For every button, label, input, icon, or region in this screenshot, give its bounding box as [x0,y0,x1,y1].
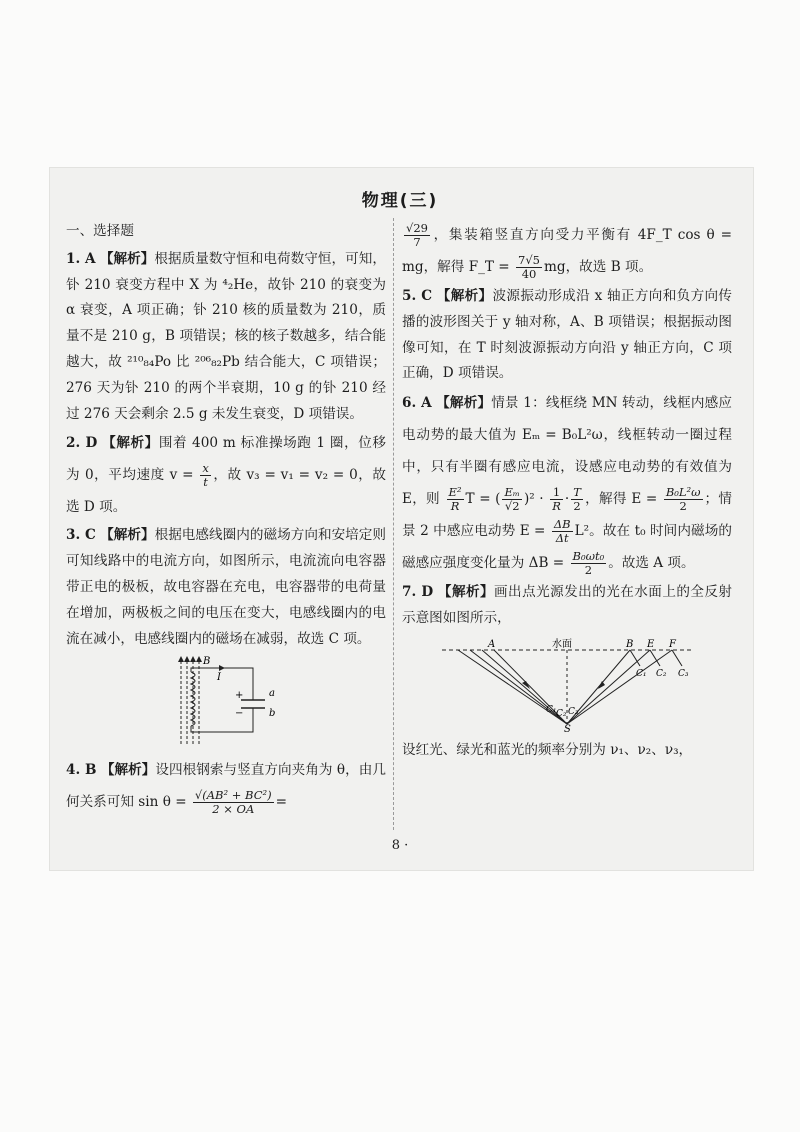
analysis-tag: 【解析】 [436,288,493,304]
fraction: $\frac{x}{t}$ [202,461,209,490]
label-C1-right: C₁ [636,668,647,679]
answer-number: 6. A [402,395,432,412]
answer-text: T = ( [465,491,501,508]
page-title: 物理(三) [361,191,439,211]
answer-text: L²。故在 t₀ 时间内磁场的磁感应强度变化量为 ΔB = [402,523,732,572]
label-C1-left: C₁ [546,704,557,715]
fraction: $\frac{\text{B₀L²ω}}{2}$ [665,485,701,514]
label-minus: − [235,708,244,720]
right-column [402,219,732,764]
answer-number: 3. C [66,527,96,544]
label-B: B [203,656,211,668]
answer-text: · [564,491,570,508]
fraction: $\frac{1}{R}$ [552,485,561,514]
lc-circuit-figure [161,656,291,748]
answer-number: 4. B [66,762,97,779]
answer-item-4-continued [402,219,732,283]
label-C3-right: C₃ [678,668,689,679]
answer-number: 5. C [402,288,433,304]
label-S: S [564,723,571,732]
label-C3-left: C₃ [568,706,579,717]
answer-text: = [275,794,287,811]
label-A: A [488,638,496,650]
answer-text: ；情景 2 中感应电动势 E = [402,491,732,540]
answer-item-7-continued [402,738,732,764]
column-divider [393,218,394,830]
label-b: b [269,708,276,720]
left-column [66,219,386,818]
analysis-tag: 【解析】 [100,762,156,779]
answer-item-1 [66,247,386,428]
analysis-tag: 【解析】 [102,435,159,452]
answer-text: ，解得 E = [584,491,658,508]
answer-text: 波源振动形成沿 x 轴正方向和负方向传播的波形图关于 y 轴对称，A、B 项错误；根据振动图像可知，在 T 时刻波源振动方向沿 y 轴正方向，C 项正确，D 项错误。 [402,288,733,382]
answer-text: 围着 400 m 标准操场跑 1 圈，位移为 0，平均速度 v = [66,435,386,484]
analysis-tag: 【解析】 [99,250,155,267]
answer-number: 2. D [66,435,98,452]
section-heading: 一、选择题 [66,223,134,239]
label-a: a [269,688,275,700]
answer-text: mg，解得 F_T = [402,259,510,275]
analysis-tag: 【解析】 [436,395,492,412]
fraction: $\frac{\text{Eₘ}}{√2}$ [504,485,520,514]
total-reflection-figure [442,636,692,732]
answer-text: 根据电感线圈内的磁场方向和安培定则可知线路中的电流方向，如图所示，电流流向电容器带正电的极板，故电容器在充电，电容器带的电荷量在增加，两极板之间的电压在变大，电感线圈内的电流在减小，电感线圈内的磁场在减弱，故选 C 项。 [66,527,387,647]
fraction: $\frac{T}{2}$ [573,485,581,514]
answer-text: )² · [523,491,544,508]
page-number: 8 · [391,838,409,853]
analysis-tag: 【解析】 [100,527,155,544]
label-E: E [647,638,655,650]
fraction: $\frac{7√5}{40}$ [518,253,540,281]
fraction: $\frac{√29}{7}$ [406,221,428,249]
fraction: $\frac{\text{√(AB² + BC²)}}{2 \times OA}$ [194,788,272,817]
analysis-tag: 【解析】 [437,584,495,601]
fraction: $\frac{\Delta B}{\Delta t}$ [553,517,571,546]
answer-text: 根据质量数守恒和电荷数守恒，可知，钋 210 衰变方程中 X 为 ⁴₂He，故钋 210 的衰变为 α 衰变，A 项正确；钋 210 核的质量数为 210，质量不是 210 g，B 项错误；核的核子数越多，结合能越大，故 ²¹⁰₈₄Po 比 ²⁰⁶₈₂Pb 结合能大，C 项错误；276 天为钋 210 的两个半衰期，10 g 的钋 210 经过 276 天会剩余 2.5 g 未发生衰变，D 项错误。 [66,250,387,422]
answer-item-4 [66,754,386,818]
answer-text: mg，故选 B 项。 [544,259,653,275]
answer-text: 情景 1：线框绕 MN 转动，线框内感应电动势的最大值为 Eₘ = B₀L²ω，线框转动一圈过程中，只有半圈有感应电流，设感应电动势的有效值为 E，则 [402,395,732,508]
answer-text: 画出点光源发出的光在水面上的全反射示意图如图所示， [402,584,733,626]
answer-number: 1. A [66,250,96,267]
answer-item-6 [402,387,732,579]
label-water-surface: 水面 [552,638,572,650]
label-C2-left: C₂ [556,708,567,719]
answer-item-3 [66,523,386,652]
fraction: $\frac{\text{E²}}{R}$ [448,485,462,514]
label-plus: + [235,690,244,702]
answer-text: 。故选 A 项。 [608,555,695,572]
label-B: B [626,638,634,650]
answer-number: 7. D [402,584,434,601]
answer-text: ，故 v₃ = v₁ = v₂ = 0，故选 D 项。 [66,467,386,516]
answer-item-2 [66,427,386,523]
answer-item-5 [402,284,732,387]
answer-text: 设红光、绿光和蓝光的频率分别为 ν₁、ν₂、ν₃， [402,741,693,758]
label-F: F [669,638,676,650]
answer-item-7 [402,580,732,632]
answer-text: ，集装箱竖直方向受力平衡有 4F_T cos θ = [431,227,732,243]
fraction: $\frac{\text{B₀ωt₀}}{2}$ [572,549,605,578]
label-I: I [217,672,221,684]
label-C2-right: C₂ [656,668,667,679]
answer-text: 设四根钢索与竖直方向夹角为 θ，由几何关系可知 sin θ = [66,762,386,811]
